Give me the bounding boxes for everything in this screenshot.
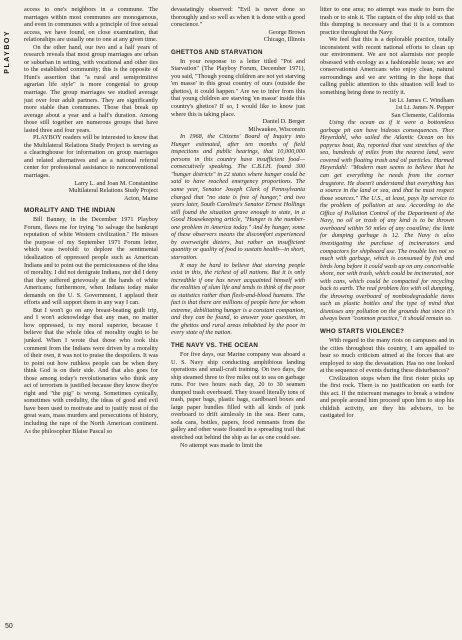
section-heading-ghettos: GHETTOS AND STARVATION: [171, 48, 263, 56]
column-2: [171, 6, 305, 636]
signature-name: Daniel D. Berger: [262, 118, 305, 126]
letter-paragraph: No attempt was made to limit the: [180, 441, 263, 449]
editor-response: In 1968, the Citizens' Board of Inquiry into Hunger estimated, after ten months of field inspections and public hearings, that 10,000,000 persons in this country have insufficient food—consecutively speaking. The C.B.I.H. found 300 "hunger districts" in 22 states where hunger could be said to have reached emergency proportions. The same year, Senator Joseph Clark of Pennsylvania charged that "no state is free of hunger," and two years later, South Carolina's Senator Ernest Hollings still found the situation grave enough to state, in a Good Housekeeping article, "Hunger is the number-one problem in America today." And by hunger, some of these observers means the discomfort experienced by overweight dieters, but rather an insufficient quantity or quality of food to sustain health—in short, starvation.: [171, 133, 305, 261]
page-number: 50: [5, 623, 13, 630]
signature-name: 1st Lt. James C. Windham: [388, 96, 454, 104]
letter-paragraph: devastatingly observed: "Evil is never done so thoroughly and so well as when it is done with a good conscience.": [171, 6, 305, 29]
signature-place: Chicago, Illinois: [263, 36, 305, 44]
column-3: [320, 6, 454, 636]
magazine-masthead: PLAYBOY: [4, 30, 11, 74]
column-1: [24, 6, 158, 636]
letter-paragraph: access to one's neighbors in a commune. The marriages within most communes are monogamous, and even in communes with a principle of free sexual access, we have found, on close examination, that relationships are usually one to one at any given time.: [24, 6, 158, 44]
signature-name: 1st Lt. James N. Pepper: [395, 104, 454, 112]
signature-name: George Brown: [268, 28, 305, 36]
signature-place: Milwaukee, Wisconsin: [248, 125, 305, 133]
signature-place: San Clemente, California: [391, 111, 454, 119]
letter-paragraph: Bill Banney, in the December 1971 Playboy Forum, flaws me for trying "to salvage the bankrupt reputation of white Western civilization." He misses the purpose of my September 1971 Forum letter, which was twofold: to deplore the sentimental idealization of oppressed people such as American Indians and to point out the perniciousness of the idea of morality. I did not denigrate Indians, nor did I deny that they suffered grievously at the hands of white Americans; furthermore, when Indians today make demands on the U. S. Government, I applaud their efforts and will support them in any way I can.: [24, 216, 158, 307]
letter-paragraph: In your response to a letter titled "Pot and Starvation" (The Playboy Forum, December 1971), you said, "Though young children are not yet starving 'en masse' in this great country of ours (outside the ghettos), it could happen." Are we to infer from this that young children are starving 'en masse' inside this country's ghettos? If so, I would like to know just where this is taking place.: [171, 57, 305, 118]
signature-organization: Multilateral Relations Study Project: [68, 187, 158, 195]
letter-paragraph: We feel that this is a deplorable practice, totally inconsistent with recent national efforts to clean up our environment. We are not alarmists nor people obsessed with ecology as a fashionable issue; we are conservationist Americans who enjoy clean, natural surroundings and we are writing in the hope that calling public attention to this situation will lead to something being done to rectify it.: [320, 36, 454, 97]
editor-response: It may be hard to believe that starving people exist in this, the richest of all nations. But it is only incredible if one has never acquainted himself with the realities of slum life and tends to think of the poor as statistics rather than flesh-and-blood humans. The fact is that there are millions of people here for whom extreme, debilitating hunger is a constant companion, and they can be found, to answer your question, in the ghettos and rural areas inhabited by the poor in every state of the nation.: [171, 261, 305, 337]
signature-name: Larry L. and Joan M. Constantine: [74, 179, 158, 187]
section-heading-navy: THE NAVY VS. THE OCEAN: [171, 341, 259, 349]
section-heading-violence: WHO STARTS VIOLENCE?: [320, 327, 405, 335]
letter-paragraph: With regard to the many riots on campuses and in the cities throughout this country, I am appalled to hear so much criticism aimed at the forces that are employed to stop the devastation. Has no one looked at the sequence of events during these disturbances?: [320, 336, 454, 375]
letter-paragraph: But I won't go on any breast-beating guilt trip, and I won't acknowledge that any man, no matter how oppressed, is my moral superior, because I believe that the whole idea of morality ought to be junked. When I wrote that those who took this comment from the Indians were driven by a morality of their own, it was not to praise the despoilers. It was to point out how ruthless people can be when they think God is on their side. And that also goes for those among today's revolutionaries who think any act of terrorism is justified because they know they're right and "the pig" is wrong. Sometimes cynically, sometimes with credulity, the ideas of good and evil have been used to motivate and to justify most of the great wars, mass murders and persecutions of history, including the rape of the North American continent. As the philosopher Blaise Pascal so: [24, 306, 158, 435]
editor-response: Using the ocean as if it were a bottomless garbage pit can have hideous consequences. Thor Heyerdahl, who sailed the Atlantic Ocean on his papyrus boat, Ra, reported that vast stretches of the sea, hundreds of miles from the nearest land, were covered with floating trash and oil particles. Harmed Heyerdahl: "Modern man seems to believe that he can get everything he needs from the corner drugstore. He doesn't understand that everything has a source in the land or sea, and that he must respect those sources." The U.S., at least, pays lip service to the problem of pollution at sea. According to the Office of Pollution Control of the Department of the Navy, no oil or trash of any kind is to be thrown overboard within 50 miles of any coastline; the limit for dumping garbage is 12. The Navy is also investigating the purchase of incinerators and compactors for shipboard use. The trouble lies not so much with garbage, which is consumed by fish and birds long before it could wash up on any conceivable shore, nor with trash, which could be incinerated, nor with cans, which could be compacted for recycling back to earth. The real problem lies with oil dumping, the throwing overboard of nonbiodegradable items such as plastic bottles and the type of mind that dismisses any pollution on the grounds that since it's always been "common practice," it should remain so.: [320, 119, 454, 323]
signature-place: Acton, Maine: [123, 194, 158, 202]
letter-paragraph: For five days, our Marine company was aboard a U. S. Navy ship conducting amphibious landing operations and small-craft training. On two days, the ship steamed three to five miles out to sea on garbage runs. For two hours each day, 20 to 30 seamen dumped trash overboard. They tossed literally tons of trash, paper bags, plastic bags, cardboard boxes and large paper bundles filled with all kinds of junk overboard to drift aimlessly in the sea. Beer cans, soda cans, bottles, papers, food remnants from the galley and other waste floated in a spreading trail that stretched out behind the ship as far as one could see.: [171, 350, 305, 441]
letter-paragraph: PLAYBOY readers will be interested to know that the Multilateral Relations Study Project is serving as a clearinghouse for information on group marriages and related alternatives and as a national referral center for professional assistance to nonconventional marriages.: [24, 134, 158, 180]
letter-paragraph: Civilization stops when the first rioter picks up the first rock. There is no justification on earth for this act. If the miscreant manages to break a window and people around him proceed upon him to stop his childish activity, are they his advisors, to be castigated for: [320, 374, 454, 420]
section-heading-morality: MORALITY AND THE INDIAN: [24, 207, 116, 215]
letter-paragraph: litter to one area; no attempt was made to burn the trash or to sink it. The captain of the ship told us that this dumping is necessary and that it is a common practice throughout the Navy.: [320, 6, 454, 36]
letter-paragraph: On the other hand, our two and a half years of research reveals that most group marriages are urban or suburban in setting, with vocational and other ties to the established community; this is the opposite of Hunt's assertion that "a rural and semiprimitive agrarian life style" is more congenial to group marriage. The group marriages we studied average just over four adult partners. They are significantly more stable than communes. Those that break up average about a year and a half's duration. Among those still together are numerous groups that have lasted three and four years.: [24, 43, 158, 134]
